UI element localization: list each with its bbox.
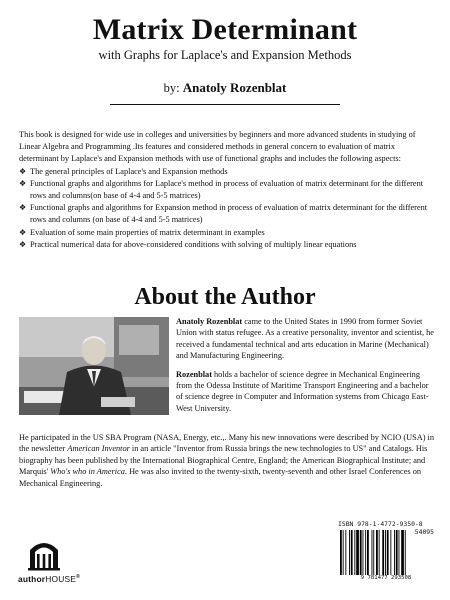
author-bio-side — [176, 316, 434, 421]
barcode-bar — [363, 530, 364, 575]
barcode-bar — [399, 530, 400, 575]
author-photo — [19, 317, 169, 415]
bio-paragraph-2: Rozenblat holds a bachelor of science degree in Mechanical Engineering from the Odessa Institute of Maritime Transport Engineering and a bachelor of science degree in Computer and Information systems from Chicago East-West University. — [176, 369, 429, 413]
by-label: by: — [163, 81, 180, 95]
aspect-item: ❖ Functional graphs and algorithms for Laplace's method in process of evaluation of matrix determinant for the different rows and columns(on base of 4-4 and 5-5 matrices) — [19, 178, 424, 201]
bio-author-name: Anatoly Rozenblat — [176, 317, 243, 326]
publication-title: Who's who in America — [50, 467, 125, 477]
barcode-bar — [365, 530, 366, 575]
author-bio-full — [19, 432, 435, 489]
barcode-bar — [396, 530, 398, 575]
about-heading: About the Author — [134, 284, 316, 310]
barcode-bar — [385, 530, 386, 575]
description-paragraph: This book is designed for wide use in colleges and universities by beginners and more advanced students in studying of Linear Algebra and Programming .Its features and considered methods in general concern to evaluation of matrix determinant by Laplace's and Expansion methods with use of functional graphs and includes the following aspects: — [19, 130, 416, 164]
aspect-item: ❖ The general principles of Laplace's and Expansion methods — [19, 166, 434, 178]
diamond-flower-icon: ❖ — [19, 239, 27, 249]
aspect-item: ❖ Evaluation of some main properties of matrix determinant in examples — [19, 227, 434, 239]
barcode-bar — [379, 530, 380, 575]
diamond-flower-icon: ❖ — [19, 203, 27, 213]
aspect-list — [19, 166, 434, 251]
newsletter-title: American Inventor — [67, 444, 130, 454]
barcode-bar — [376, 530, 378, 575]
barcode-bar — [343, 530, 344, 575]
barcode-bar — [373, 530, 374, 575]
barcode-bar — [367, 530, 369, 575]
barcode-bar — [349, 530, 350, 575]
isbn-text: ISBN 978-1-4772-9350-8 — [338, 520, 423, 528]
diamond-flower-icon: ❖ — [19, 166, 27, 176]
price-code: 54095 — [414, 528, 434, 536]
barcode-bars — [338, 530, 434, 575]
barcode-bar — [372, 530, 373, 575]
byline — [0, 80, 450, 96]
barcode-bar — [382, 530, 384, 575]
barcode-bar — [351, 530, 353, 575]
barcode-bar — [354, 530, 355, 575]
barcode-bar — [401, 530, 404, 575]
aspect-item: ❖ Functional graphs and algorithms for Expansion method in process of evaluation of matrix determinant for the different rows and columns (on base of 4-4 and 5-5 matrices) — [19, 203, 428, 225]
diamond-flower-icon: ❖ — [19, 178, 27, 188]
barcode-bar — [340, 530, 342, 575]
title-divider — [110, 104, 340, 105]
book-title: Matrix Determinant — [92, 13, 358, 46]
diamond-flower-icon: ❖ — [19, 227, 27, 237]
book-subtitle: with Graphs for Laplace's and Expansion Methods — [98, 48, 352, 62]
barcode-bar — [345, 530, 346, 575]
bio-paragraph-3: He participated in the US SBA Program (NASA, Energy, etc.,. Many his new innovations were described by NCIO (USA) in the newsletter American Inventor in an article "Inventor from Russia brings the new technologies to US" and Catalogs. His biography has been published by the International Biographical Centre, England; the American Biographical Institute; and Marquis' Who's who in America. He was also invited to the twenty-sixth, twenty-seventh and other Israel Conferences on Mechanical Engineering. — [19, 433, 435, 488]
barcode-bar — [360, 530, 362, 575]
barcode-bar — [394, 530, 395, 575]
barcode-bar — [405, 530, 406, 575]
barcode-number: 9 781477 293508 — [360, 575, 412, 581]
author-photo-image — [19, 317, 169, 415]
aspect-item: ❖ Practical numerical data for above-considered conditions with solving of multiply linear equations — [19, 239, 434, 251]
book-description — [19, 129, 434, 251]
bio-surname: Rozenblat — [176, 369, 212, 379]
barcode-bar — [387, 530, 389, 575]
author-name: Anatoly Rozenblat — [182, 80, 287, 95]
bio-paragraph-1: Anatoly Rozenblat came to the United States in 1990 from former Soviet Union with status refugee. As a creative personality, inventor and scientist, he received a fundamental technical and arts education in Marine (Mechanical) and Manufacturing Engineering. — [176, 317, 434, 361]
isbn-barcode — [338, 520, 434, 584]
publisher-logo-text: authorHOUSE® — [18, 573, 80, 584]
barcode-bar — [356, 530, 359, 575]
barcode-bar — [390, 530, 391, 575]
